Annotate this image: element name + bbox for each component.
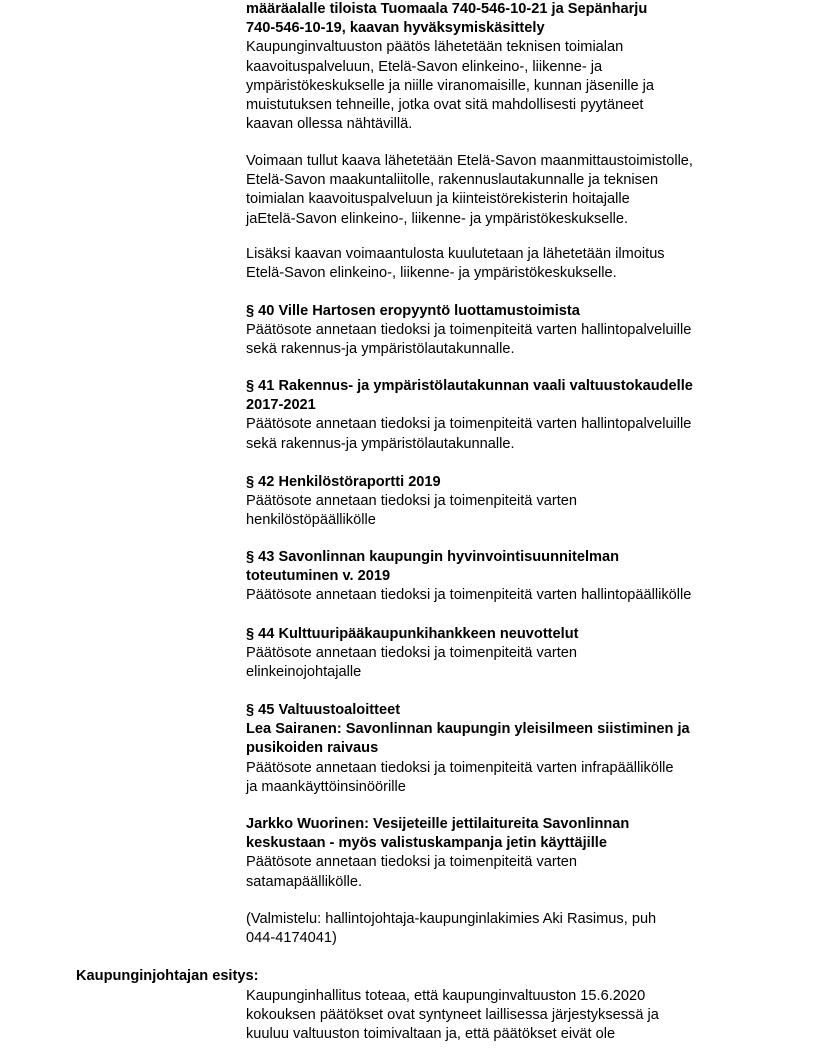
section-44: [246, 625, 578, 683]
section-43: [246, 548, 691, 606]
intro-paragraph-3: Lisäksi kaavan voimaantulosta kuulutetaan ja lähetetään ilmoitus Etelä-Savon elinkeino-, liikenne- ja ympäristökeskukselle.: [246, 246, 665, 282]
section-43-title: § 43 Savonlinnan kaupungin hyvinvointisuunnitelman toteutuminen v. 2019: [246, 549, 620, 585]
preparer-note: (Valmistelu: hallintojohtaja-kaupunginlakimies Aki Rasimus, puh 044-4174041): [246, 911, 657, 947]
section-44-title: § 44 Kulttuuripääkaupunkihankkeen neuvottelut: [246, 626, 579, 642]
section-45-title: § 45 Valtuustoaloitteet: [246, 702, 401, 718]
section-45-subtitle-2: Jarkko Wuorinen: Vesijeteille jettilaitureita Savonlinnan keskustaan - myös valistuskampanja jetin käyttäjille: [246, 816, 630, 852]
section-41: [246, 377, 693, 454]
section-45-text-1: Päätösote annetaan tiedoksi ja toimenpiteitä varten infrapäällikölle ja maankäyttöinsinöörille: [246, 759, 674, 795]
section-41-text: Päätösote annetaan tiedoksi ja toimenpiteitä varten hallintopalveluille sekä rakennus-ja ympäristölautakunnalle.: [246, 416, 692, 452]
section-40-text: Päätösote annetaan tiedoksi ja toimenpiteitä varten hallintopalveluille sekä rakennus-ja ympäristölautakunnalle.: [246, 322, 692, 358]
intro-paragraph-2: Voimaan tullut kaava lähetetään Etelä-Savon maanmittaustoimistolle, Etelä-Savon maakuntaliitolle, rakennuslautakunnalle ja teknisen toimialan kaavoituspalveluun ja kiinteistörekisterin hoitajalle jaEtelä-Savon elinkeino-, liikenne- ja ympäristökeskukselle.: [246, 153, 693, 227]
section-42: [246, 473, 577, 531]
section-45-item-2: [246, 815, 629, 892]
section-40-title: § 40 Ville Hartosen eropyyntö luottamustoimista: [246, 303, 580, 319]
section-43-text: Päätösote annetaan tiedoksi ja toimenpiteitä varten hallintopäällikölle: [246, 587, 692, 604]
section-41-title: § 41 Rakennus- ja ympäristölautakunnan vaali valtuustokaudelle 2017-2021: [246, 378, 693, 414]
section-45: [246, 701, 690, 797]
intro-block: [246, 0, 654, 134]
proposal-heading: Kaupunginjohtajan esitys:: [76, 968, 259, 984]
section-45-text-2: Päätösote annetaan tiedoksi ja toimenpiteitä varten satamapäällikölle.: [246, 854, 578, 890]
section-42-text: Päätösote annetaan tiedoksi ja toimenpiteitä varten henkilöstöpäällikölle: [246, 493, 578, 529]
proposal-text: Kaupunginhallitus toteaa, että kaupunginvaltuuston 15.6.2020 kokouksen päätökset ovat syntyneet laillisessa järjestyksessä ja kuuluu valtuuston toimivaltaan ja, että päätökset eivät ole: [246, 988, 659, 1043]
section-44-text: Päätösote annetaan tiedoksi ja toimenpiteitä varten elinkeinojohtajalle: [246, 645, 578, 681]
section-45-subtitle-1: Lea Sairanen: Savonlinnan kaupungin yleisilmeen siistiminen ja pusikoiden raivaus: [246, 721, 690, 757]
section-40: [246, 302, 691, 360]
intro-title: määräalalle tiloista Tuomaala 740-546-10-21 ja Sepänharju 740-546-10-19, kaavan hyväksymiskäsittely: [246, 1, 648, 37]
intro-paragraph-1: Kaupunginvaltuuston päätös lähetetään teknisen toimialan kaavoituspalveluun, Etelä-Savon elinkeino-, liikenne- ja ympäristökeskukselle ja niille viranomaisille, kunnan jäsenille ja muistutuksen tehneille, jotka ovat sitä mahdollisesti pyytäneet kaavan ollessa nähtävillä.: [246, 39, 655, 133]
section-42-title: § 42 Henkilöstöraportti 2019: [246, 474, 441, 490]
